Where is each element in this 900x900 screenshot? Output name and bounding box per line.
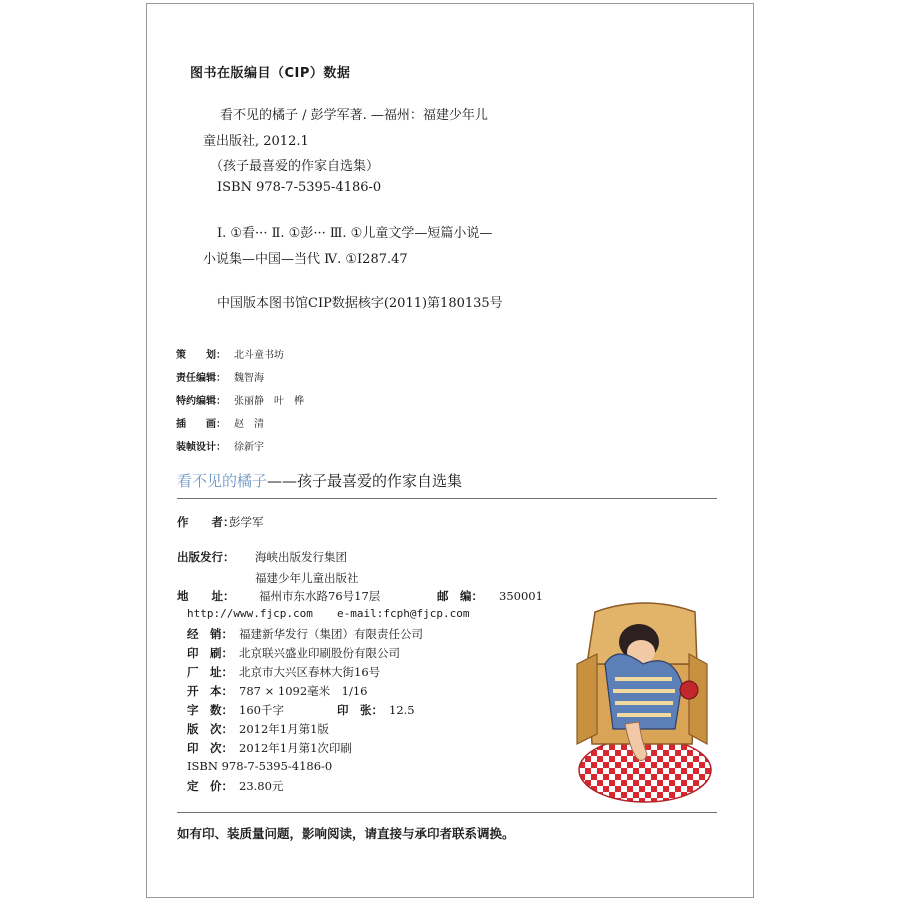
cip-record-number: 中国版本图书馆CIP数据核字(2011)第180135号 bbox=[217, 296, 503, 311]
staff-row: 特约编辑： 张丽静 叶 桦 bbox=[176, 396, 304, 407]
book-title: 看不见的橘子 bbox=[177, 472, 268, 490]
book-series: ——孩子最喜爱的作家自选集 bbox=[267, 472, 463, 490]
cip-heading: 图书在版编目（CIP）数据 bbox=[190, 66, 351, 81]
issuer-row: 出版发行： 海峡出版发行集团 bbox=[177, 550, 347, 564]
sleeping-child-illustration bbox=[567, 594, 717, 814]
postcode-row: 邮 编： 350001 bbox=[437, 589, 543, 603]
toy-ball bbox=[680, 681, 698, 699]
cip-isbn: ISBN 978-7-5395-4186-0 bbox=[217, 180, 382, 195]
issuer-row-2: 福建少年儿童出版社 bbox=[255, 571, 359, 585]
book-title-line bbox=[177, 470, 462, 491]
staff-row: 插 画： 赵 清 bbox=[176, 419, 264, 430]
staff-row: 装帧设计： 徐新宇 bbox=[176, 442, 264, 453]
printing-row: 印 次： 2012年1月第1次印刷 bbox=[187, 741, 352, 755]
edition-row: 版 次： 2012年1月第1版 bbox=[187, 722, 329, 736]
address-row: 地 址： 福州市东水路76号17层 bbox=[177, 589, 381, 603]
cip-line-2: 童出版社, 2012.1 bbox=[203, 134, 309, 149]
distributor-row: 经 销： 福建新华发行（集团）有限责任公司 bbox=[187, 627, 423, 641]
quality-notice: 如有印、装质量问题，影响阅读，请直接与承印者联系调换。 bbox=[177, 826, 515, 841]
sheets-row: 印 张： 12.5 bbox=[337, 703, 415, 717]
email[interactable]: e-mail:fcph@fjcp.com bbox=[337, 607, 470, 620]
price-row: 定 价： 23.80元 bbox=[187, 779, 284, 793]
cip-class-1: Ⅰ. ①看··· Ⅱ. ①彭··· Ⅲ. ①儿童文学—短篇小说— bbox=[217, 226, 493, 241]
word-count-row: 字 数： 160千字 bbox=[187, 703, 284, 717]
staff-row: 责任编辑： 魏智海 bbox=[176, 373, 264, 384]
divider-top bbox=[177, 498, 717, 499]
format-row: 开 本： 787 × 1092毫米 1/16 bbox=[187, 684, 368, 698]
cip-line-3: （孩子最喜爱的作家自选集） bbox=[210, 159, 380, 174]
printer-row: 印 刷： 北京联兴盛业印刷股份有限公司 bbox=[187, 646, 400, 660]
cip-line-1: 看不见的橘子 / 彭学军著. —福州：福建少年儿 bbox=[220, 108, 488, 123]
author-row: 作 者：彭学军 bbox=[177, 515, 264, 529]
staff-row: 策 划： 北斗童书坊 bbox=[176, 350, 284, 361]
isbn-row: ISBN 978-7-5395-4186-0 bbox=[187, 759, 333, 773]
cip-class-2: 小说集—中国—当代 Ⅳ. ①I287.47 bbox=[203, 252, 408, 267]
copyright-page bbox=[146, 3, 754, 898]
website[interactable]: http://www.fjcp.com bbox=[187, 607, 313, 620]
factory-row: 厂 址： 北京市大兴区春林大街16号 bbox=[187, 665, 381, 679]
